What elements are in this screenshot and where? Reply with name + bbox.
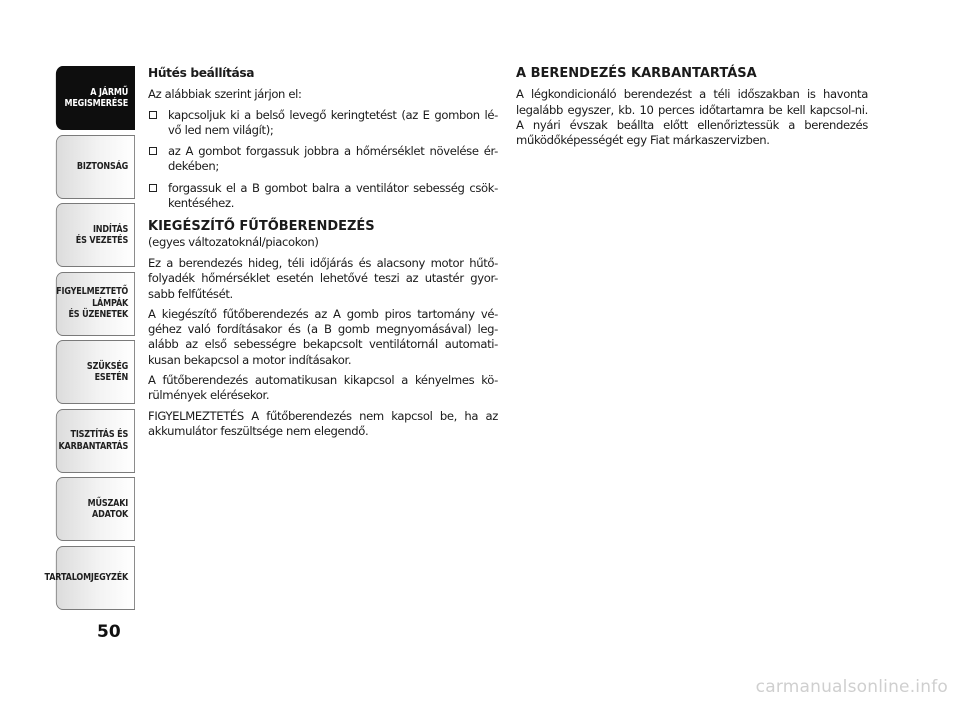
cooling-steps bbox=[148, 108, 498, 212]
page-number: 50 bbox=[97, 622, 121, 642]
maintenance-paragraph: A légkondicionáló berendezést a téli időszakban is havonta legalább egyszer, kb. 10 perces időtartamra be kell kapcsol-ni. A nyári évszak beállta előtt ellenőriztessük a berendezés működőképességét egy Fiat márkaszervizben. bbox=[516, 87, 868, 148]
sidebar-tab-label-line: SZÜKSÉG bbox=[86, 360, 129, 372]
checkbox-bullet-icon bbox=[149, 147, 157, 155]
sidebar-tab[interactable] bbox=[56, 477, 135, 541]
cooling-heading: Hűtés beállítása bbox=[148, 66, 255, 80]
cooling-intro: Az alábbiak szerint járjon el: bbox=[148, 87, 302, 102]
sidebar-tab[interactable] bbox=[56, 135, 135, 199]
heater-subheading: (egyes változatoknál/piacokon) bbox=[148, 234, 319, 249]
sidebar-tab-label-line: ADATOK bbox=[92, 509, 129, 520]
sidebar-tab-label bbox=[45, 572, 129, 583]
list-item bbox=[148, 108, 498, 139]
sidebar-tab-label-line: INDÍTÁS bbox=[92, 223, 129, 235]
sidebar-tab-label bbox=[64, 87, 128, 110]
list-item bbox=[148, 181, 498, 212]
list-item-text: az A gombot forgassuk jobbra a hőmérséklet növelése ér-dekében; bbox=[168, 144, 498, 174]
sidebar-tab[interactable] bbox=[56, 340, 135, 404]
sidebar-tab-label-line: TARTALOMJEGYZÉK bbox=[44, 571, 129, 583]
list-item-text: forgassuk el a B gombot balra a ventilátor sebesség csök-kentéséhez. bbox=[168, 180, 498, 211]
sidebar-tab-label bbox=[88, 498, 129, 521]
sidebar-tab-label bbox=[56, 286, 128, 320]
chapter-sidebar bbox=[43, 66, 135, 612]
sidebar-tab[interactable] bbox=[56, 66, 135, 130]
checkbox-bullet-icon bbox=[149, 184, 157, 192]
heater-paragraph: Ez a berendezés hideg, téli időjárás és alacsony motor hűtő-folyadék hőmérséklet esetén lehetővé teszi az utastér gyor-sabb felfűtését. bbox=[148, 255, 498, 301]
maintenance-heading: A BERENDEZÉS KARBANTARTÁSA bbox=[516, 66, 757, 81]
sidebar-tab-label-line: ÉS VEZETÉS bbox=[75, 235, 129, 246]
sidebar-tab[interactable] bbox=[56, 272, 135, 336]
list-item-text: kapcsoljuk ki a belső levegő keringtetést (az E gombon lé-vő led nem világít); bbox=[168, 107, 498, 137]
left-column bbox=[148, 66, 498, 444]
heater-warning: FIGYELMEZTETÉS A fűtőberendezés nem kapcsol be, ha az akkumulátor feszültsége nem elegendő. bbox=[148, 408, 498, 438]
sidebar-tab-label-line: FIGYELMEZTETŐ bbox=[56, 286, 129, 298]
sidebar-tab-label bbox=[77, 161, 128, 172]
sidebar-tab-label-line: MEGISMERÉSE bbox=[64, 98, 129, 109]
sidebar-tab-label-line: KARBANTARTÁS bbox=[58, 440, 129, 452]
sidebar-tab[interactable] bbox=[56, 409, 135, 473]
sidebar-tab-label bbox=[76, 224, 128, 247]
sidebar-tab-label-line: A JÁRMŰ bbox=[90, 86, 129, 98]
watermark: carmanualsonline.info bbox=[755, 677, 948, 697]
sidebar-tab[interactable] bbox=[44, 546, 135, 610]
checkbox-bullet-icon bbox=[149, 111, 157, 119]
sidebar-tab-label-line: ESETÉN bbox=[94, 372, 129, 383]
heater-heading: KIEGÉSZÍTŐ FŰTŐBERENDEZÉS bbox=[148, 219, 375, 235]
heater-paragraph: A kiegészítő fűtőberendezés az A gomb piros tartomány vé-géhez való fordításakor és (a B gomb megnyomásával) leg-alább az első sebességre bekapcsolt ventilátornál automati-kusan bekapcsol a motor indításakor. bbox=[148, 306, 498, 367]
right-column bbox=[516, 66, 868, 153]
sidebar-tab-label-line: ÉS ÜZENETEK bbox=[68, 309, 129, 321]
sidebar-tab-label-line: BIZTONSÁG bbox=[76, 160, 129, 172]
list-item bbox=[148, 144, 498, 175]
sidebar-tab[interactable] bbox=[56, 203, 135, 267]
sidebar-tab-label-line: MŰSZAKI bbox=[87, 497, 129, 509]
sidebar-tab-label-line: LÁMPÁK bbox=[92, 297, 129, 309]
sidebar-tab-label bbox=[87, 361, 128, 384]
sidebar-tab-label-line: TISZTÍTÁS ÉS bbox=[70, 429, 129, 441]
heater-paragraph: A fűtőberendezés automatikusan kikapcsol a kényelmes kö-rülmények elérésekor. bbox=[148, 373, 498, 403]
sidebar-tab-label bbox=[58, 429, 128, 452]
